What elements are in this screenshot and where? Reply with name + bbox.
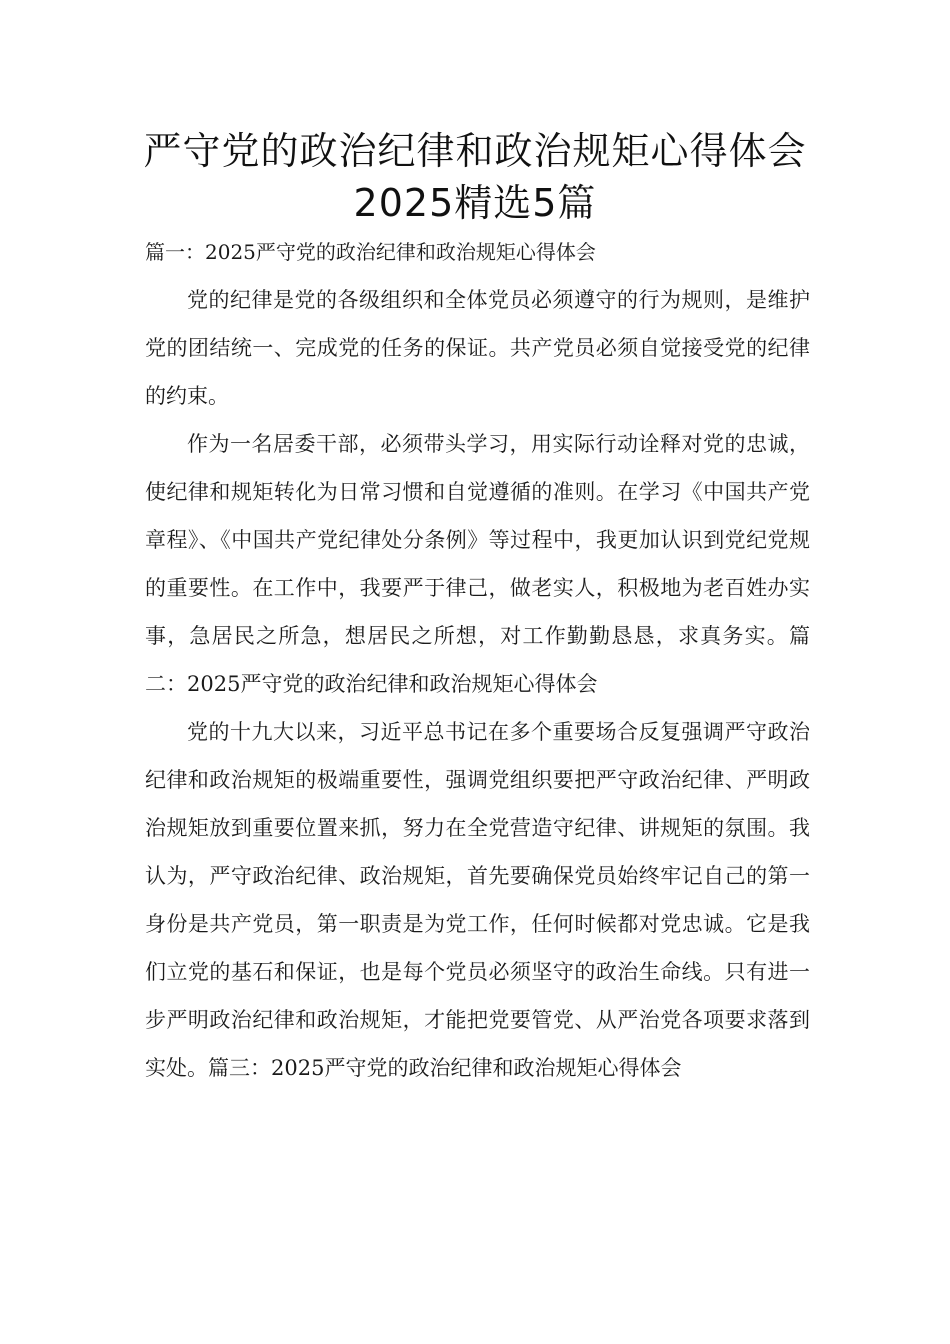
paragraph: 党的纪律是党的各级组织和全体党员必须遵守的行为规则，是维护党的团结统一、完成党的任务的保证。共产党员必须自觉接受党的纪律的约束。 — [145, 288, 810, 408]
section-one-heading: 篇一：2025严守党的政治纪律和政治规矩心得体会 — [145, 240, 596, 264]
document-title-line-1: 严守党的政治纪律和政治规矩心得体会 — [143, 129, 807, 173]
paragraph: 党的十九大以来，习近平总书记在多个重要场合反复强调严守政治纪律和政治规矩的极端重要性，强调党组织要把严守政治纪律、严明政治规矩放到重要位置来抓，努力在全党营造守纪律、讲规矩的氛围。我认为，严守政治纪律、政治规矩，首先要确保党员始终牢记自己的第一身份是共产党员，第一职责是为党工作，任何时候都对党忠诚。它是我们立党的基石和保证，也是每个党员必须坚守的政治生命线。只有进一步严明政治纪律和政治规矩，才能把党要管党、从严治党各项要求落到实处。篇三：2025严守党的政治纪律和政治规矩心得体会 — [145, 720, 810, 1080]
body-text — [145, 276, 810, 1092]
paragraph: 作为一名居委干部，必须带头学习，用实际行动诠释对党的忠诚，使纪律和规矩转化为日常习惯和自觉遵循的准则。在学习《中国共产党章程》、《中国共产党纪律处分条例》等过程中，我更加认识到党纪党规的重要性。在工作中，我要严于律己，做老实人，积极地为老百姓办实事，急居民之所急，想居民之所想，对工作勤勤恳恳，求真务实。篇二：2025严守党的政治纪律和政治规矩心得体会 — [145, 432, 810, 696]
document-title-line-2: 2025精选5篇 — [353, 181, 597, 225]
